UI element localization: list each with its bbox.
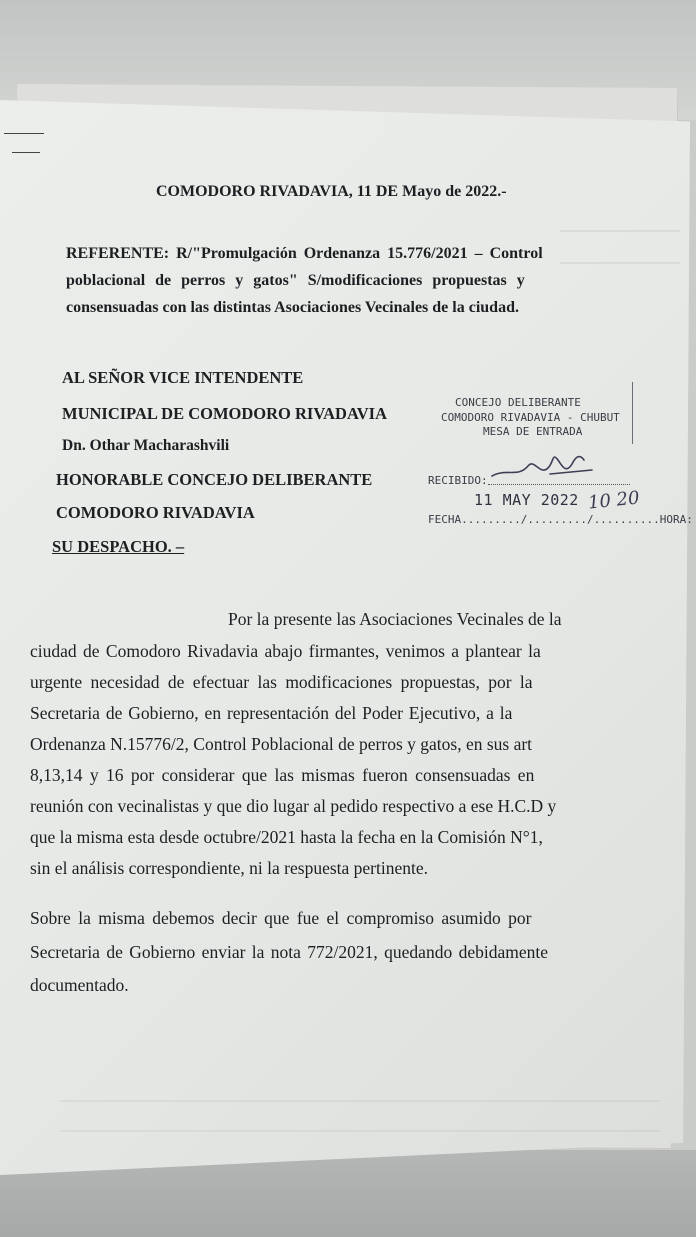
place-date-line: COMODORO RIVADAVIA, 11 DE Mayo de 2022.- (156, 183, 507, 200)
address-line: AL SEÑOR VICE INTENDENTE (62, 368, 304, 387)
address-line: SU DESPACHO. – (52, 537, 185, 556)
stamp-fecha-hora-label: FECHA........./........./..........HORA: (428, 513, 693, 526)
body-line: sin el análisis correspondiente, ni la respuesta pertinente. (30, 858, 428, 878)
referente-line: REFERENTE: R/"Promulgación Ordenanza 15.776/2021 – Control (66, 245, 543, 262)
stamp-office: MESA DE ENTRADA (483, 425, 583, 438)
margin-mark (12, 152, 40, 153)
body-line: que la misma esta desde octubre/2021 hasta la fecha en la Comisión N°1, (30, 827, 543, 847)
signature-scribble (488, 446, 598, 486)
margin-mark (4, 133, 44, 134)
address-line: MUNICIPAL DE COMODORO RIVADAVIA (62, 404, 387, 423)
body-line: ciudad de Comodoro Rivadavia abajo firmantes, venimos a plantear la (30, 641, 541, 661)
body-line: Por la presente las Asociaciones Vecinales de la (228, 609, 562, 629)
address-line: COMODORO RIVADAVIA (56, 503, 255, 522)
body-line: 8,13,14 y 16 por considerar que las mismas fueron consensuadas en (30, 765, 535, 785)
referente-line: poblacional de perros y gatos" S/modificaciones propuestas y (66, 272, 525, 289)
address-line: Dn. Othar Macharashvili (62, 437, 230, 454)
stamp-recibido-label: RECIBIDO: (428, 474, 488, 487)
body-line: Secretaria de Gobierno, en representación del Poder Ejecutivo, a la (30, 703, 513, 723)
body-line: Secretaria de Gobierno enviar la nota 772/2021, quedando debidamente (30, 942, 548, 962)
address-line: HONORABLE CONCEJO DELIBERANTE (56, 470, 373, 489)
stamp-hora-handwritten: 10 20 (587, 487, 641, 514)
body-line: documentado. (30, 975, 129, 995)
body-line: Ordenanza N.15776/2, Control Poblacional de perros y gatos, en sus art (30, 734, 533, 754)
body-line: urgente necesidad de efectuar las modificaciones propuestas, por la (30, 672, 533, 692)
body-line: reunión con vecinalistas y que dio lugar al pedido respectivo a ese H.C.D y (30, 796, 557, 816)
body-line: Sobre la misma debemos decir que fue el compromiso asumido por (30, 908, 532, 928)
stamp-date: 11 MAY 2022 (474, 491, 579, 509)
referente-line: consensuadas con las distintas Asociaciones Vecinales de la ciudad. (66, 299, 519, 316)
stamp-title: CONCEJO DELIBERANTE (455, 396, 581, 409)
stamp-border (632, 382, 633, 444)
stamp-location: COMODORO RIVADAVIA - CHUBUT (441, 411, 620, 424)
